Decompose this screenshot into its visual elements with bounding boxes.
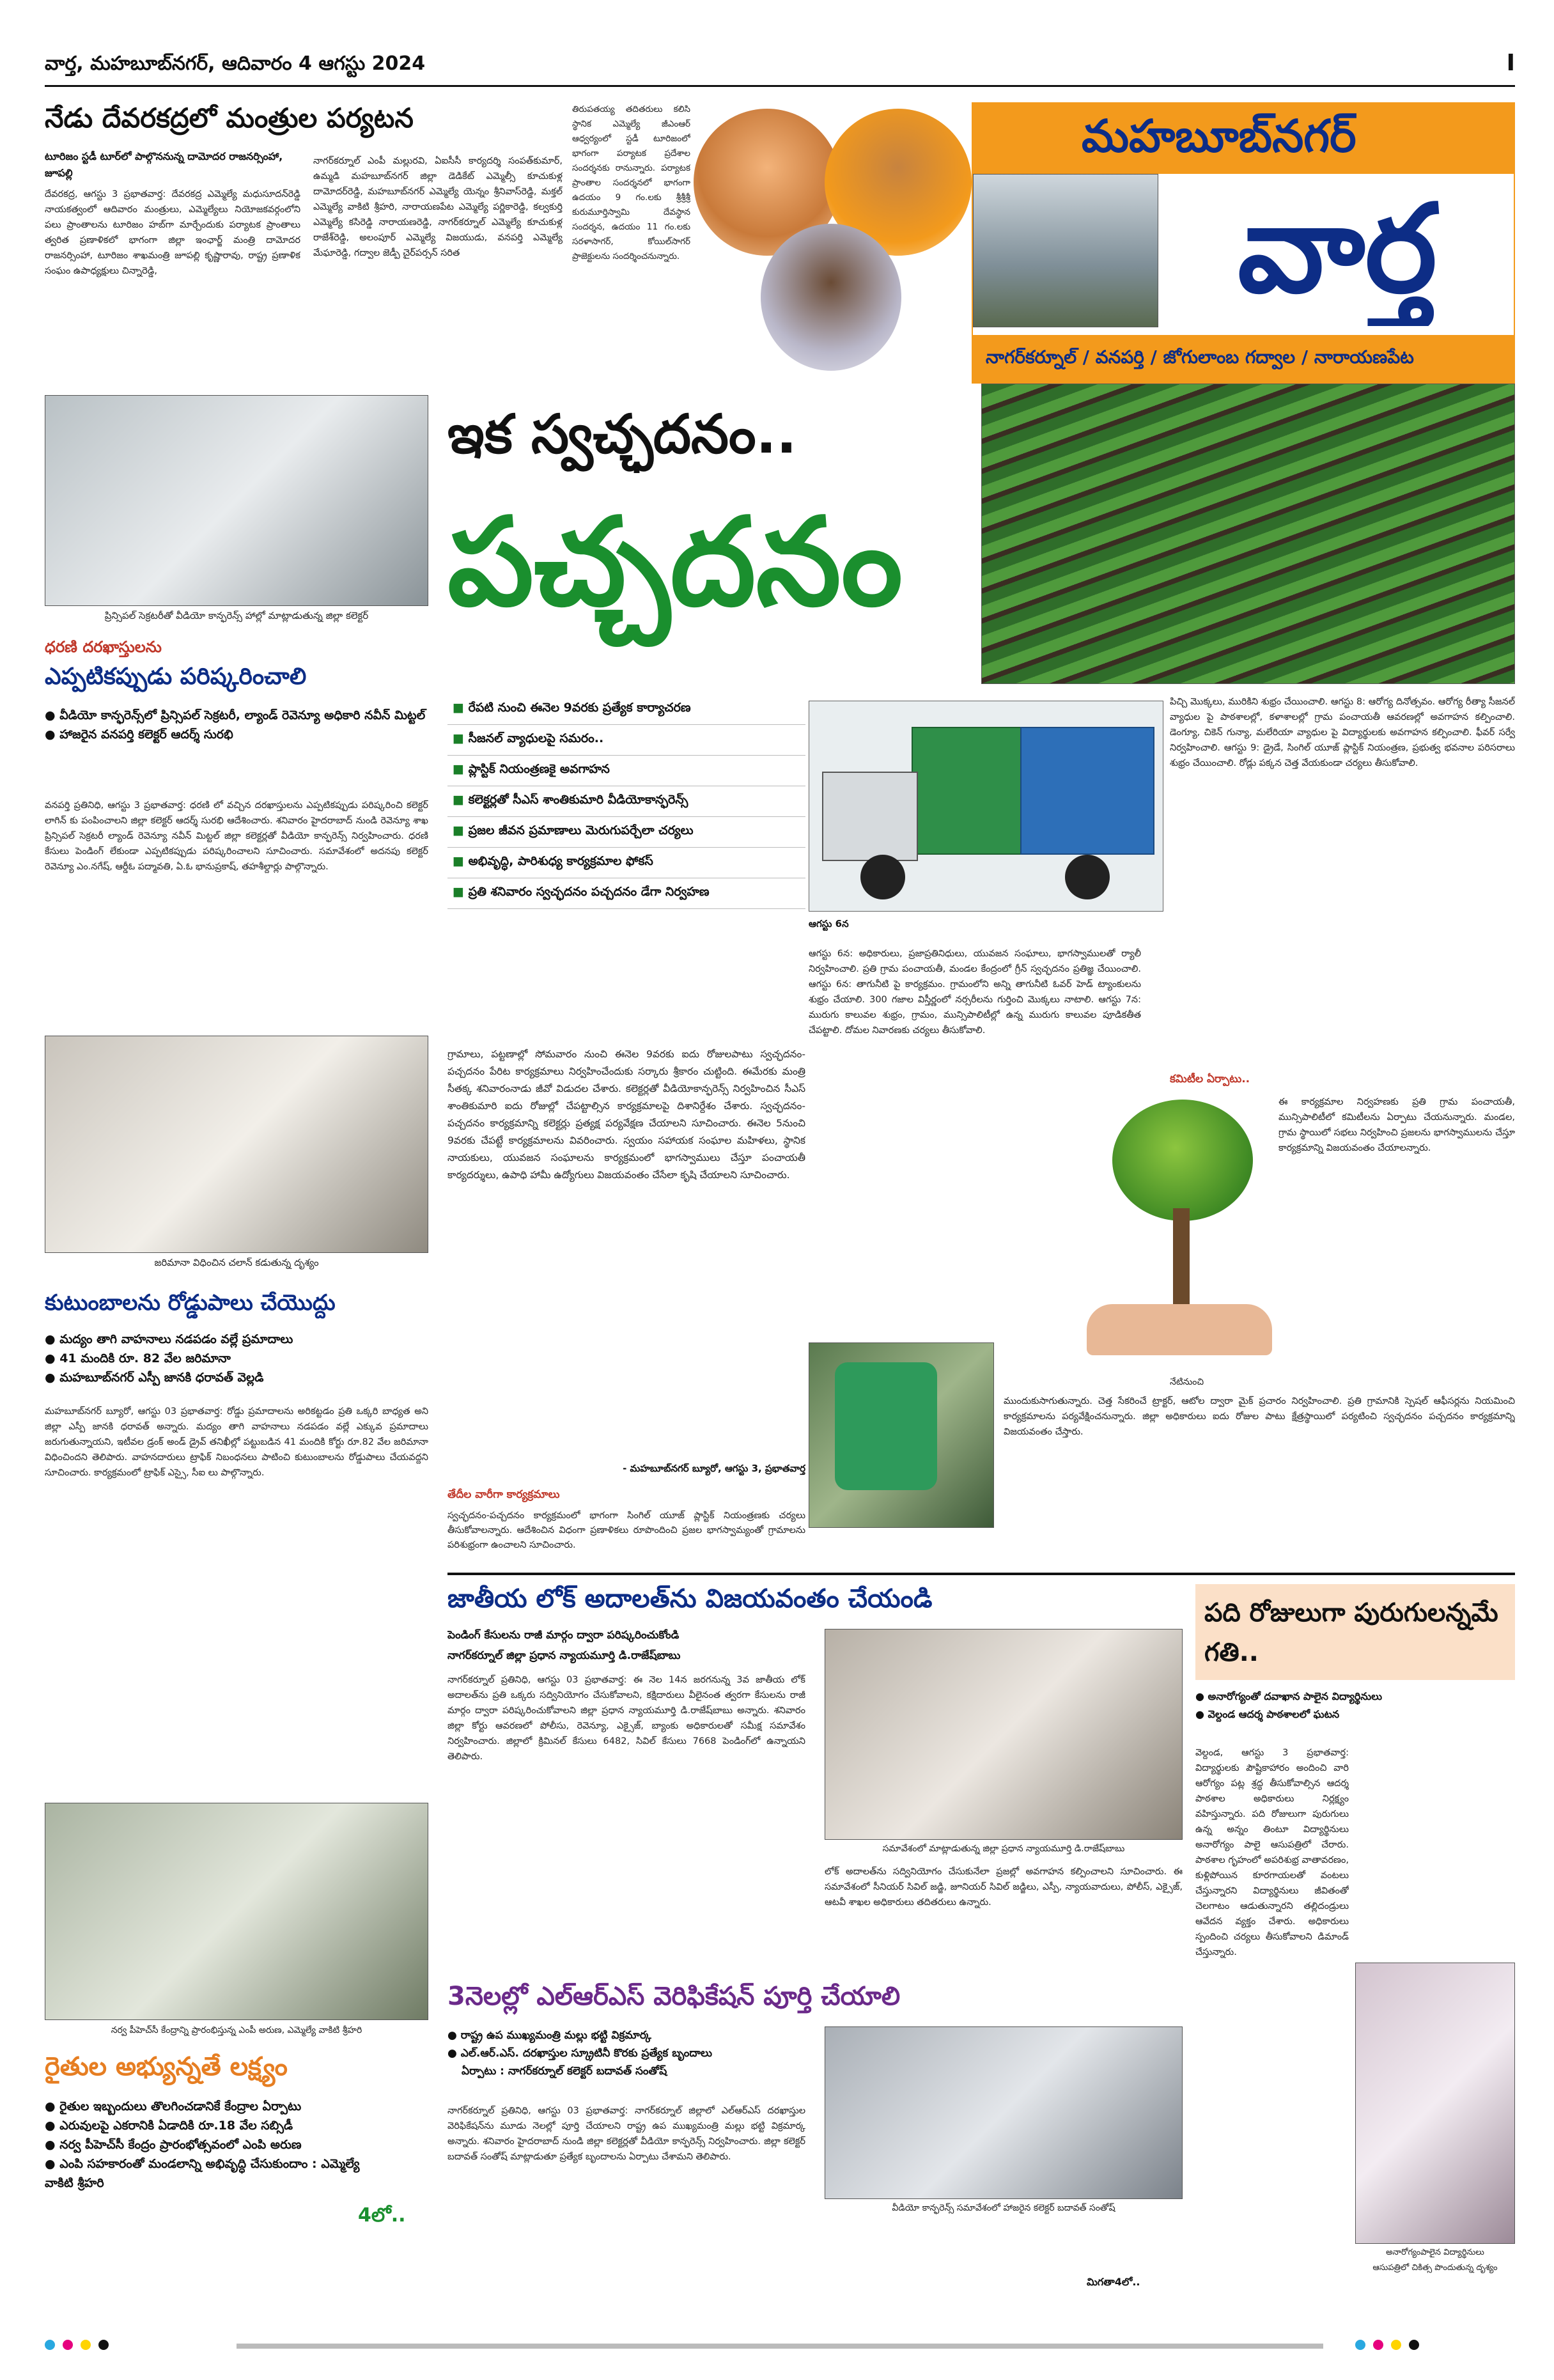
green-highlight-item: ■ రేపటి నుంచి ఈనెల 9వరకు ప్రత్యేక కార్యాచరణ: [447, 694, 805, 725]
registration-dot: [1373, 2340, 1383, 2350]
farmers-photo: [45, 1803, 428, 2020]
lok-adalat-body: నాగర్‌కర్నూల్ ప్రతినిధి, ఆగస్టు 03 ప్రభాతవార్త: ఈ నెల 14న జరగనున్న 3వ జాతీయ లోక్ అదాలత్‌ను ప్రతి ఒక్కరు సద్వినియోగం చేసుకోవాలని, కక్షిదారులు వీలైనంత త్వరగా కేసులను రాజీ మార్గం ద్వారా పరిష్కరించుకోవాలని జిల్లా ప్రధాన న్యాయమూర్తి డి.రాజేష్‌బాబు అన్నారు. శనివారం జిల్లా కోర్టు ఆవరణలో పోలీసు, రెవెన్యూ, ఎక్సైజ్, బ్యాంకు అధికారులతో సమీక్ష సమావేశం నిర్వహించారు. జిల్లాలో క్రిమినల్ కేసులు 6482, సివిల్ కేసులు 7668 పెండింగ్‌లో ఉన్నాయని తెలిపారు.: [447, 1675, 805, 1762]
ten-days-body: వెల్దండ, ఆగస్టు 3 ప్రభాతవార్త: విద్యార్థులకు పౌష్టికాహారం అందించి వారి ఆరోగ్యం పట్ల శ్రద్ధ తీసుకోవాల్సిన ఆదర్శ పాఠశాల అధికారులు నిర్లక్ష్యం వహిస్తున్నారు. పది రోజులుగా పురుగులు ఉన్న అన్నం తింటూ విద్యార్థినులు అనారోగ్యం పాలై ఆసుపత్రిలో చేరారు. పాఠశాల గృహంలో అపరిశుభ్ర వాతావరణం, కుళ్లిపోయిన కూరగాయలతో వంటలు చేస్తున్నారని విద్యార్థినులు జీవితంతో చెలగాటం ఆడుతున్నారని తల్లిదండ్రులు ఆవేదన వ్యక్తం చేశారు. అధికారులు స్పందించి చర్యలు తీసుకోవాలని డిమాండ్ చేస్తున్నారు.: [1195, 1748, 1349, 1957]
green-highlight-item: ■ ప్లాస్టిక్ నియంత్రణకై అవగాహన: [447, 756, 805, 786]
masthead-district: మహబూబ్‌నగర్: [1082, 110, 1356, 162]
farmers-bullet: ● రైతుల ఇబ్బందులు తొలగించడానికే కేంద్రాల ఏర్పాటు: [45, 2097, 428, 2116]
lrs-headline: 3నెలల్లో ఎల్ఆర్ఎస్ వెరిఫికేషన్ పూర్తి చేయాలి: [447, 1982, 901, 2011]
truck-blue-bin: [1020, 727, 1154, 855]
registration-dot: [98, 2340, 109, 2350]
farmers-photo-caption: నర్వ పీహెచ్‌సీ కేంద్రాన్ని ప్రారంభిస్తున్న ఎంపీ అరుణ, ఎమ్మెల్యే వాకిటి శ్రీహరి: [111, 2025, 362, 2035]
truck-wheel: [860, 855, 905, 899]
masthead: [972, 102, 1515, 384]
road-safety-bullet: ● మహబూబ్‌నగర్ ఎస్పీ జానకి ధరావత్ వెల్లడి: [45, 1368, 428, 1387]
dharani-bullet: ● హాజరైన వనపర్తి కలెక్టర్ ఆదర్శ్ సురభి: [45, 725, 428, 744]
lrs-continued: మిగతా4లో..: [1087, 2276, 1140, 2288]
bin-photo: [809, 1342, 994, 1528]
lok-adalat-photo: [825, 1629, 1183, 1840]
lok-adalat-body-2: లోక్ అదాలత్‌ను సద్వినియోగం చేసుకునేలా ప్రజల్లో అవగాహన కల్పించాలని సూచించారు. ఈ సమావేశంలో సీనియర్ సివిల్ జడ్జి, జూనియర్ సివిల్ జడ్జిలు, ఎస్పీ, న్యాయవాదులు, పోలీస్, ఎక్సైజ్, ఆటవీ శాఖల అధికారులు తదితరులు ఉన్నారు.: [825, 1867, 1183, 1908]
lrs-bullet: ఏర్పాటు : నాగర్‌కర్నూల్ కలెక్టర్ బదావత్ సంతోష్: [462, 2065, 667, 2078]
tree-trunk: [1173, 1208, 1190, 1317]
green-dateline: - మహబూబ్‌నగర్ బ్యూరో, ఆగస్టు 3, ప్రభాతవార్త: [623, 1463, 805, 1474]
road-safety-bullet: ● 41 మందికి రూ. 82 వేల జరిమానా: [45, 1349, 428, 1368]
committee-body: ఈ కార్యక్రమాల నిర్వహణకు ప్రతి గ్రామ పంచాయతీ, మున్సిపాలిటీలో కమిటీలను ఏర్పాటు చేయనున్నారు. మండల, గ్రామ స్థాయిలో సభలు నిర్వహించి ప్రజలను భాగస్వాములను చేస్తూ కార్యక్రమాన్ని విజయవంతం చేయాలన్నారు.: [1278, 1097, 1515, 1153]
green-mid-col: ఆగస్టు 6న: అధికారులు, ప్రజాప్రతినిధులు, యువజన సంఘాలు, భాగస్వాములతో ర్యాలీ నిర్వహించాలి. ప్రతి గ్రామ పంచాయతీ, మండల కేంద్రంలో గ్రీన్ స్వచ్ఛదనం ప్రతిజ్ఞ చేయించాలి. ఆగస్టు 6న: తాగునీటి పై కార్యక్రమం. గ్రామంలోని అన్ని తాగునీటి ఓవర్ హెడ్ ట్యాంకులను శుభ్రం చేయాలి. 300 గజాల విస్తీర్ణంలో నర్సరీలను గుర్తించి మొక్కలు నాటాలి. ఆగస్టు 7న: మురుగు కాలువల శుభ్రం, గ్రామం, మున్సిపాలిటీల్లో ఉన్న మురుగు కాలువల పూడికతీత చేపట్టాలి. దోమల నివారణకు చర్యలు తీసుకోవాలి.: [809, 949, 1141, 1036]
farmers-continued: 4లో..: [358, 2204, 406, 2227]
ten-days-bullets: [1195, 1688, 1515, 1739]
truck-cabin: [822, 772, 918, 861]
footer-rule: [237, 2344, 1323, 2349]
page-number: I: [1506, 50, 1515, 76]
green-highlights: [447, 694, 805, 1037]
lrs-body: నాగర్‌కర్నూల్ ప్రతినిధి, ఆగస్టు 03 ప్రభాతవార్త: నాగర్‌కర్నూల్ జిల్లాలో ఎల్ఆర్ఎస్ దరఖాస్తుల వెరిఫికేషన్‌ను మూడు నెలల్లో పూర్తి చేయాలని రాష్ట్ర ఉప ముఖ్యమంత్రి మల్లు భట్టి విక్రమార్క అన్నారు. శనివారం హైదరాబాద్ నుండి జిల్లా కలెక్టర్లతో వీడియో కాన్ఫరెన్స్ నిర్వహించారు. జిల్లా కలెక్టర్ బదావత్ సంతోష్ మాట్లాడుతూ ప్రత్యేక బృందాలను ఏర్పాటు చేశామని తెలిపారు.: [447, 2106, 805, 2162]
color-registration-dots-right: [1355, 2340, 1515, 2353]
masthead-dam-photo: [973, 174, 1158, 327]
road-safety-photo: [45, 1036, 428, 1253]
ten-days-bullet: ● వెల్దండ ఆదర్శ పాఠశాలలో ఘటన: [1195, 1706, 1515, 1723]
dharani-body: వనపర్తి ప్రతినిధి, ఆగస్టు 3 ప్రభాతవార్త: ధరణి లో వచ్చిన దరఖాస్తులను ఎప్పటికప్పుడు పరిష్కరించి కలెక్టర్ లాగిన్ కు పంపించాలని జిల్లా కలెక్టర్ ఆదర్శ్ సురభి ఆదేశించారు. శనివారం హైదరాబాద్ నుండి రెవెన్యూ శాఖ ప్రిన్సిపల్ సెక్రటరీ ల్యాండ్ రెవెన్యూ నవీన్ మిట్టల్ జిల్లా కలెక్టర్లతో వీడియో కాన్ఫరెన్స్ నిర్వహించారు. ధరణి కేసులు పెండింగ్ లేకుండా ఎప్పటికప్పుడు పరిష్కరించాలని సూచించారు. సమావేశంలో అదనపు కలెక్టర్ రెవెన్యూ ఎం.నగేష్, ఆర్డీఓ పద్మావతి, ఏ.ఓ భానుప్రకాష్, తహశీల్దార్లు పాల్గొన్నారు.: [45, 800, 428, 872]
ten-days-bullet: ● అనారోగ్యంతో దవాఖాన పాలైన విద్యార్థినులు: [1195, 1688, 1515, 1706]
masthead-region-band: [973, 335, 1515, 384]
lok-adalat-photo-caption: సమావేశంలో మాట్లాడుతున్న జిల్లా ప్రధాన న్యాయమూర్తి డి.రాజేష్‌బాబు: [882, 1844, 1125, 1854]
registration-dot: [81, 2340, 91, 2350]
ministers-body-1: దేవరకద్ర, ఆగస్టు 3 ప్రభాతవార్త: దేవరకద్ర ఎమ్మెల్యే మధుసూదన్‌రెడ్డి నాయకత్వంలో ఆదివారం మంత్రులు, ఎమ్మెల్యేలు నియోజకవర్గంలోని పలు ప్రాంతాలను టూరిజం హబ్‌గా మార్చేందుకు పర్యాటక ప్రాంతాలు త్వరిత ప్రణాళికలో భాగంగా జిల్లా ఇంఛార్జ్ మంత్రి దామోదర రాజనర్సింహా, టూరిజం శాఖమంత్రి జూపల్లి కృష్ణారావు, రాష్ట్ర ప్రణాళిక సంఘం ఉపాధ్యక్షులు చిన్నారెడ్డి,: [45, 189, 300, 276]
green-headline: పచ్చదనం: [447, 492, 903, 633]
dharani-bullets: [45, 706, 428, 795]
green-dustbin: [835, 1362, 937, 1490]
green-highlight-item: ■ సీజనల్ వ్యాధులపై సమరం..: [447, 725, 805, 756]
ministers-col-3: తిరుపతయ్య తదితరులు కలిసి స్థానిక ఎమ్మెల్యే జీఎంఆర్ ఆధ్వర్యంలో స్టడీ టూరిజంలో భాగంగా పర్యాటక ప్రదేశాల సందర్శనకు రానున్నారు. పర్యాటక ప్రాంతాల సందర్శనలో భాగంగా ఉదయం 9 గం.లకు శ్రీశ్రీశ్రీ కురుమూర్తిస్వామి దేవస్థాన సందర్శన, ఉదయం 11 గం.లకు సరళాసాగర్, కోయిల్‌సాగర్ ప్రాజెక్టులను సందర్శించనున్నారు.: [572, 104, 690, 261]
green-end-text: ముందుకుసాగుతున్నారు. చెత్త సేకరించే ట్రాక్టర్, ఆటోల ద్వారా మైక్ ప్రచారం నిర్వహించాలి. ప్రతి గ్రామానికి స్పెషల్ ఆఫీసర్లను నియమించి కార్యక్రమాలను పర్యవేక్షించనున్నారు. జిల్లా అధికారులు ఐదు రోజుల పాటు క్షేత్రస్థాయిలో పర్యటించి స్వచ్ఛదనం పచ్చదనం కార్యక్రమాన్ని విజయవంతం చేస్తారు.: [1004, 1396, 1515, 1437]
ten-days-headline: పది రోజులుగా పురుగులన్నమే గతి..: [1204, 1598, 1498, 1667]
truck-wheel: [1065, 855, 1110, 899]
garbage-truck-photo: [809, 701, 1163, 912]
green-intro: గ్రామాలు, పట్టణాల్లో సోమవారం నుంచి ఈనెల 9వరకు ఐదు రోజులపాటు స్వచ్ఛదనం-పచ్చదనం పేరిట కార్యక్రమాలు నిర్వహించేందుకు సర్కారు శ్రీకారం చుట్టింది. ఈమేరకు మంత్రి సీతక్క శనివారంనాడు జీవో విడుదల చేశారు. కలెక్టర్లతో వీడియోకాన్ఫరెన్స్ నిర్వహించిన సీఎస్ శాంతికుమారి ఐదు రోజుల్లో చేపట్టాల్సిన కార్యక్రమాలపై దిశానిర్దేశం చేశారు. స్వచ్ఛదనం-పచ్చదనం కార్యక్రమాన్ని కలెక్టర్లు ప్రత్యక్ష పర్యవేక్షణ చేయాలని సూచించారు. ఈనెల 5నుంచి 9వరకు చేపట్టే కార్యక్రమాలను వివరించారు. స్వయం సహాయక సంఘాల మహిళలు, స్థానిక నాయకులు, యువజన సంఘాలను కార్యక్రమంలో భాగస్వాములు చేస్తూ పంచాయతీ కార్యదర్శులు, ఉపాధి హామీ ఉద్యోగులు విజయవంతం చేసేలా కృషి చేయాలని సూచించారు.: [447, 1048, 805, 1181]
ten-days-photo: [1355, 1963, 1515, 2244]
green-sub-body: స్వచ్ఛదనం-పచ్చదనం కార్యక్రమంలో భాగంగా సింగిల్ యూజ్ ప్లాస్టిక్ నియంత్రణకు చర్యలు తీసుకోవాలన్నారు. ఆదేశించిన విధంగా ప్రణాళికలు రూపొందించి ప్రజల భాగస్వామ్యంతో గ్రామాలను పరిశుభ్రంగా ఉంచాలని సూచించారు.: [447, 1511, 805, 1550]
truck-caption: ఆగస్టు 6న: [809, 918, 849, 929]
green-highlight-item: ■ ప్రతి శనివారం స్వచ్ఛదనం పచ్చదనం డేగా నిర్వహణ: [447, 878, 805, 909]
dharani-headline: ఎప్పటికప్పుడు పరిష్కరించాలి: [45, 664, 307, 690]
registration-dot: [1409, 2340, 1419, 2350]
green-right-col: పిచ్చి మొక్కలు, మురికిని శుభ్రం చేయించాలి. ఆగస్టు 8: ఆరోగ్య దినోత్సవం. ఆరోగ్య రీత్యా సీజనల్ వ్యాధుల పై పాఠశాలల్లో, కళాశాలల్లో గ్రామ పంచాయతీ ఆవరణల్లో అవగాహన కల్పించాలి. డెంగ్యూ, చికెన్ గున్యా, మలేరియా వ్యాధుల పై విద్యార్థులకు అవగాహన కల్పించాలి. ఫీవర్ సర్వే నిర్వహించాలి. ఆగస్టు 9: డ్రైడే, సింగిల్ యూజ్ ప్లాస్టిక్ నియంత్రణ, ప్రభుత్వ భవనాల పరిసరాలు శుభ్రం చేయించాలి. రోడ్లు పక్కన చెత్త వేయకుండా చర్యలు తీసుకోవాలి.: [1170, 697, 1515, 768]
lrs-photo-caption: వీడియో కాన్ఫరెన్స్ సమావేశంలో హాజరైన కలెక్టర్ బదావత్ సంతోష్: [892, 2203, 1115, 2213]
minister-portraits: [694, 109, 988, 384]
ten-days-photo-caption-2: ఆసుపత్రిలో చికిత్స పొందుతున్న దృశ్యం: [1372, 2263, 1498, 2273]
green-highlight-item: ■ కలెక్టర్లతో సీఎస్ శాంతికుమారి వీడియోకాన్ఫరెన్స్: [447, 786, 805, 817]
ministers-col-1: [45, 148, 300, 378]
lrs-bullet: ● రాష్ట్ర ఉప ముఖ్యమంత్రి మల్లు భట్టి విక్రమార్క: [447, 2026, 805, 2044]
road-safety-body: మహబూబ్‌నగర్ బ్యూరో, ఆగస్టు 03 ప్రభాతవార్త: రోడ్డు ప్రమాదాలను అరికట్టడం ప్రతి ఒక్కరి బాధ్యత అని జిల్లా ఎస్పీ జానకి ధరావత్ అన్నారు. మద్యం తాగి వాహనాలు నడపడం వల్లే ఎక్కువ ప్రమాదాలు జరుగుతున్నాయని, ఇటీవల డ్రంక్ అండ్ డ్రైవ్ తనిఖీల్లో పట్టుబడిన 41 మందికి కోర్టు రూ.82 వేల జరిమానా విధించిందని తెలిపారు. వాహనదారులు ట్రాఫిక్ నిబంధనలు పాటించి కుటుంబాలను రోడ్డుపాలు చేయవద్దని సూచించారు. కార్యక్రమంలో ట్రాఫిక్ ఎస్సై, సీఐ లు పాల్గొన్నారు.: [45, 1406, 428, 1478]
section-divider: [447, 1573, 1515, 1575]
ministers-subhead: టూరిజం స్టడీ టూర్‌లో పాల్గొననున్న దామోదర రాజనర్సింహా, జూపల్లి: [45, 150, 283, 179]
lrs-bullet: ● ఎల్.ఆర్.ఎస్. దరఖాస్తుల స్క్రూటినీ కొరకు ప్రత్యేక బృందాలు: [447, 2044, 805, 2062]
green-highlight-item: ■ అభివృద్ధి, పారిశుధ్య కార్యక్రమాల ఫోకస్: [447, 848, 805, 878]
lrs-photo: [825, 2026, 1183, 2199]
road-safety-bullets: [45, 1330, 428, 1396]
tree-caption: నేటినుంచి: [1170, 1377, 1204, 1387]
dharani-photo: [45, 395, 428, 606]
header-dateline: వార్త, మహబూబ్‌నగర్, ఆదివారం 4 ఆగస్టు 2024: [45, 52, 426, 75]
masthead-district-band: [973, 104, 1515, 174]
masthead-regions: నాగర్‌కర్నూల్ / వనపర్తి / జోగులాంబ గద్వాల / నారాయణపేట: [986, 346, 1414, 368]
registration-dot: [63, 2340, 73, 2350]
road-safety-headline: కుటుంబాలను రోడ్డుపాలు చేయొద్దు: [45, 1290, 336, 1316]
lok-adalat-headline: జాతీయ లోక్ అదాలత్‌ను విజయవంతం చేయండి: [447, 1584, 933, 1614]
hand: [1087, 1304, 1272, 1355]
farmers-headline: రైతుల అభ్యున్నతే లక్ష్యం: [45, 2052, 288, 2081]
lrs-bullets: [447, 2026, 805, 2097]
dharani-photo-caption: ప్రిన్సిపల్ సెక్రటరీతో వీడియో కాన్ఫరెన్స్ హాల్లో మాట్లాడుతున్న జిల్లా కలెక్టర్: [104, 610, 369, 621]
farmers-bullet: ● ఎంపి సహకారంతో మండలాన్ని అభివృద్ధి చేసుకుందాం : ఎమ్మెల్యే వాకిటి శ్రీహరి: [45, 2154, 364, 2193]
page-header: [45, 47, 1515, 87]
green-kicker: ఇక స్వచ్ఛదనం..: [447, 403, 797, 465]
color-registration-dots-left: [45, 2340, 237, 2353]
registration-dot: [1391, 2340, 1401, 2350]
ministers-col-2: నాగర్‌కర్నూల్ ఎంపీ మల్లురవి, ఏఐసీసీ కార్యదర్శి సంపత్‌కుమార్, ఉమ్మడి మహబూబ్‌నగర్ జిల్లా డెడికేట్ ఎమ్మెల్సీ కూచుకుళ్ల దామోదర్‌రెడ్డి, మహబూబ్‌నగర్ ఎమ్మెల్యే యెన్నం శ్రీనివాస్‌రెడ్డి, మక్తల్ ఎమ్మెల్యే వాకిటి శ్రీహరి, నారాయణపేట ఎమ్మెల్యే పర్ణికారెడ్డి, కల్వకుర్తి ఎమ్మెల్యే కసిరెడ్డి నారాయణరెడ్డి, నాగర్‌కర్నూల్ ఎమ్మెల్యే కూచుకుళ్ల రాజేశ్‌రెడ్డి, అలంపూర్ ఎమ్మెల్యే విజయుడు, వనపర్తి ఎమ్మెల్యే మేఘారెడ్డి, గద్వాల జెడ్పీ చైర్‌పర్సన్ సరిత: [313, 156, 563, 258]
dharani-bullet: ● వీడియో కాన్ఫరెన్స్‌లో ప్రిన్సిపల్ సెక్రటరీ, ల్యాండ్ రెవెన్యూ అధికారి నవీన్ మిట్టల్: [45, 706, 428, 725]
tree-in-hand-illustration: [1087, 1087, 1272, 1368]
road-safety-bullet: ● మద్యం తాగి వాహనాలు నడపడం వల్లే ప్రమాదాలు: [45, 1330, 428, 1349]
ministers-headline-block: [45, 102, 563, 141]
farmers-bullet: ● నర్వ పీహెచ్‌సీ కేంద్రం ప్రారంభోత్సవంలో ఎంపి అరుణ: [45, 2135, 428, 2154]
ten-days-photo-caption: అనారోగ్యంపాలైన విద్యార్థినులు: [1386, 2248, 1484, 2257]
green-highlight-item: ■ ప్రజల జీవన ప్రమాణాలు మెరుగుపర్చేలా చర్యలు: [447, 817, 805, 848]
green-subhead: తేదీల వారీగా కార్యక్రమాలు: [447, 1488, 560, 1501]
tree-canopy: [1112, 1100, 1253, 1221]
dharani-kicker: ధరణి దరఖాస్తులను: [45, 638, 162, 656]
masthead-brand: వార్త: [1238, 179, 1437, 320]
portrait-minister-3: [761, 224, 901, 371]
footer-bar: [45, 2338, 1515, 2354]
committee-subhead: కమిటీల ఏర్పాటు..: [1170, 1073, 1250, 1085]
registration-dot: [45, 2340, 55, 2350]
ten-days-headline-box: [1195, 1584, 1515, 1680]
nursery-photo: [981, 384, 1515, 684]
ministers-headline: నేడు దేవరకద్రలో మంత్రుల పర్యటన: [45, 102, 414, 134]
farmers-bullet: ● ఎరువులపై ఎకరానికి ఏడాదికి రూ.18 వేల సబ్సిడీ: [45, 2116, 428, 2135]
lok-adalat-subhead: పెండింగ్ కేసులను రాజీ మార్గం ద్వారా పరిష్కరించుకోండి: [447, 1629, 680, 1642]
lok-adalat-subhead-2: నాగర్‌కర్నూల్ జిల్లా ప్రధాన న్యాయమూర్తి డి.రాజేష్‌బాబు: [447, 1649, 681, 1662]
registration-dot: [1355, 2340, 1365, 2350]
road-safety-photo-caption: జరిమానా విధించిన చలాన్ కడుతున్న దృశ్యం: [154, 1257, 319, 1268]
